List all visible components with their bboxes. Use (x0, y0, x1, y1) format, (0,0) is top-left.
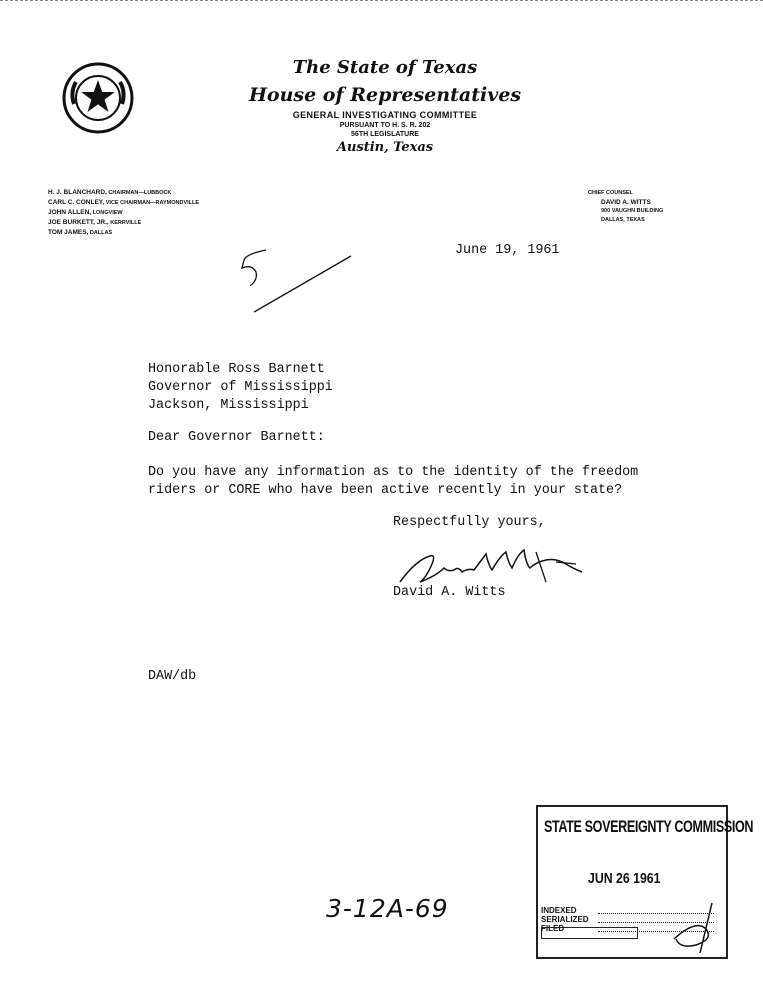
signer-name: David A. Witts (393, 585, 506, 600)
counsel-title: CHIEF COUNSEL (588, 190, 633, 196)
letterhead-legislature: 56TH LEGISLATURE (351, 131, 419, 138)
stamp-indexed: INDEXED (541, 906, 577, 915)
recipient-line: Honorable Ross Barnett (148, 362, 325, 377)
stamp-box (541, 927, 638, 939)
handwritten-margin-mark (236, 246, 356, 318)
member-line: JOHN ALLEN, LONGVIEW (48, 209, 123, 216)
stamp-serialized: SERIALIZED (541, 915, 589, 924)
top-dashed-border (0, 0, 763, 3)
texas-seal-icon (62, 62, 134, 134)
committee-members (48, 188, 199, 238)
body-line: riders or CORE who have been active recently in your state? (148, 483, 623, 498)
letterhead-city: Austin, Texas (336, 140, 434, 155)
recipient-address (148, 361, 333, 415)
member-line: CARL C. CONLEY, VICE CHAIRMAN—RAYMONDVILLE (48, 199, 200, 206)
chief-counsel (588, 189, 663, 225)
typist-initials: DAW/db (148, 669, 197, 684)
recipient-line: Governor of Mississippi (148, 380, 333, 395)
signature-icon (396, 542, 596, 590)
letterhead-state: The State of Texas (292, 57, 478, 78)
member-line: JOE BURKETT, JR., KERRVILLE (48, 219, 142, 226)
counsel-city: DALLAS, TEXAS (601, 217, 645, 223)
salutation: Dear Governor Barnett: (148, 430, 325, 445)
stamp-filed: FILED (541, 924, 565, 933)
recipient-line: Jackson, Mississippi (148, 398, 309, 413)
member-line: TOM JAMES, DALLAS (48, 229, 113, 236)
counsel-address: 900 VAUGHN BUILDING (601, 208, 664, 214)
stamp-title: STATE SOVEREIGNTY COMMISSION (544, 817, 754, 836)
letter-date: June 19, 1961 (455, 243, 560, 258)
body-line: Do you have any information as to the identity of the freedom (148, 465, 639, 480)
handwritten-file-number: 3-12A-69 (326, 894, 449, 923)
received-stamp (536, 805, 754, 959)
stamp-initials-icon (666, 899, 726, 955)
counsel-name: DAVID A. WITTS (601, 199, 651, 206)
letter-body (148, 464, 638, 500)
letterhead-committee: GENERAL INVESTIGATING COMMITTEE (292, 110, 478, 120)
stamp-date: JUN 26 1961 (588, 870, 661, 887)
letterhead-house: House of Representatives (248, 84, 522, 106)
svg-text:5: 5 (236, 246, 237, 247)
member-line: H. J. BLANCHARD, CHAIRMAN—LUBBOCK (48, 189, 172, 196)
letterhead-pursuant: PURSUANT TO H. S. R. 202 (339, 122, 431, 129)
closing: Respectfully yours, (393, 515, 546, 530)
